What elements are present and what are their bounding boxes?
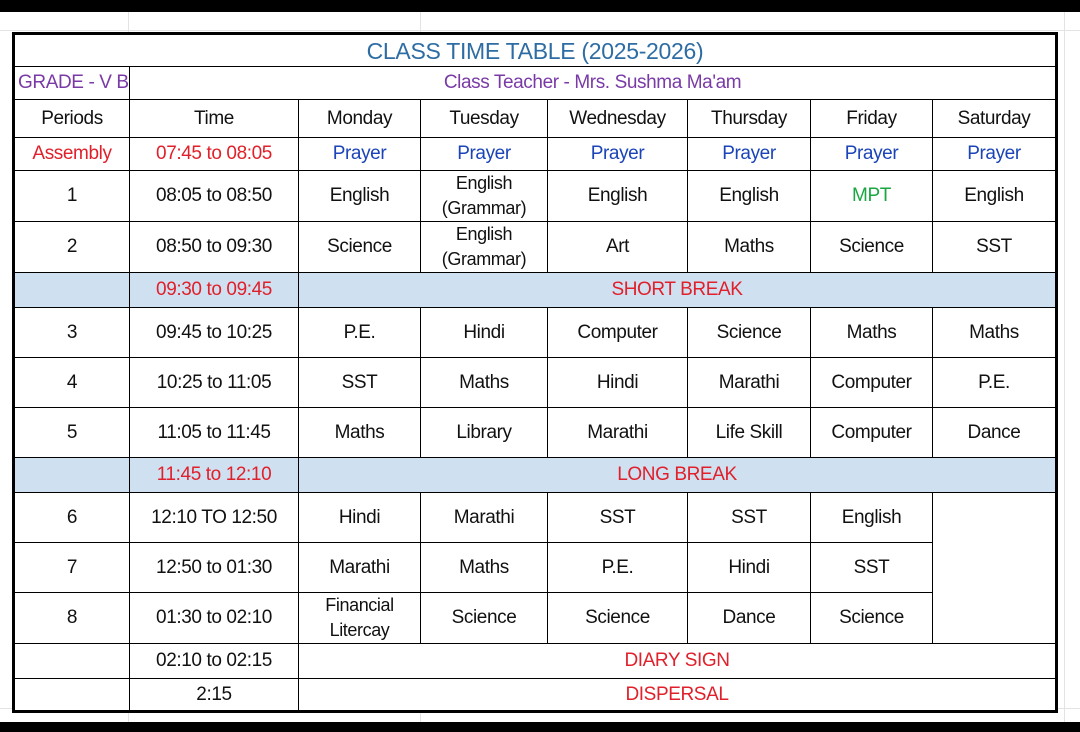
period-number: 1 bbox=[14, 171, 130, 222]
subject-cell: P.E. bbox=[933, 358, 1057, 408]
header-cell: Saturday bbox=[933, 100, 1057, 138]
page-title: CLASS TIME TABLE (2025-2026) bbox=[14, 34, 1057, 67]
assembly-label: Assembly bbox=[14, 138, 130, 171]
period-number: 8 bbox=[14, 593, 130, 644]
long-break-time: 11:45 to 12:10 bbox=[130, 458, 299, 493]
subject-cell: Maths bbox=[421, 543, 548, 593]
subject-cell: English (Grammar) bbox=[421, 222, 548, 273]
subject-cell: Maths bbox=[299, 408, 421, 458]
prayer-cell: Prayer bbox=[548, 138, 688, 171]
subject-cell: P.E. bbox=[548, 543, 688, 593]
subject-cell: Maths bbox=[421, 358, 548, 408]
subject-cell: Maths bbox=[811, 308, 933, 358]
subject-cell: English bbox=[299, 171, 421, 222]
dispersal-row bbox=[14, 679, 1057, 712]
diary-time: 02:10 to 02:15 bbox=[130, 644, 299, 679]
diary-row bbox=[14, 644, 1057, 679]
subject-cell: Computer bbox=[811, 408, 933, 458]
period-time: 01:30 to 02:10 bbox=[130, 593, 299, 644]
period-number: 5 bbox=[14, 408, 130, 458]
subject-cell: Science bbox=[688, 308, 811, 358]
subject-cell: Maths bbox=[688, 222, 811, 273]
period-time: 09:45 to 10:25 bbox=[130, 308, 299, 358]
subject-cell: MPT bbox=[811, 171, 933, 222]
period-row bbox=[14, 222, 1057, 273]
assembly-time: 07:45 to 08:05 bbox=[130, 138, 299, 171]
prayer-cell: Prayer bbox=[688, 138, 811, 171]
subject-cell: Dance bbox=[688, 593, 811, 644]
period-time: 08:05 to 08:50 bbox=[130, 171, 299, 222]
subject-cell: English bbox=[933, 171, 1057, 222]
subject-cell: Marathi bbox=[421, 493, 548, 543]
empty-cell bbox=[933, 543, 1057, 593]
subject-cell: SST bbox=[933, 222, 1057, 273]
period-time: 12:10 TO 12:50 bbox=[130, 493, 299, 543]
subject-cell: Science bbox=[811, 593, 933, 644]
subject-cell: SST bbox=[548, 493, 688, 543]
period-number: 3 bbox=[14, 308, 130, 358]
subject-cell: English bbox=[811, 493, 933, 543]
subject-cell: Maths bbox=[933, 308, 1057, 358]
subject-cell: SST bbox=[299, 358, 421, 408]
subject-cell: Life Skill bbox=[688, 408, 811, 458]
period-time: 10:25 to 11:05 bbox=[130, 358, 299, 408]
subject-cell: SST bbox=[811, 543, 933, 593]
grade-label: GRADE - V B bbox=[14, 67, 130, 100]
header-cell: Tuesday bbox=[421, 100, 548, 138]
period-time: 12:50 to 01:30 bbox=[130, 543, 299, 593]
assembly-row bbox=[14, 138, 1057, 171]
subject-cell: SST bbox=[688, 493, 811, 543]
diary-label: DIARY SIGN bbox=[299, 644, 1057, 679]
subject-cell: English (Grammar) bbox=[421, 171, 548, 222]
period-number: 6 bbox=[14, 493, 130, 543]
subject-cell: Hindi bbox=[688, 543, 811, 593]
prayer-cell: Prayer bbox=[933, 138, 1057, 171]
subject-cell: Marathi bbox=[299, 543, 421, 593]
empty-cell bbox=[933, 593, 1057, 644]
period-row bbox=[14, 308, 1057, 358]
period-number: 2 bbox=[14, 222, 130, 273]
header-cell: Periods bbox=[14, 100, 130, 138]
header-cell: Thursday bbox=[688, 100, 811, 138]
period-row bbox=[14, 171, 1057, 222]
subject-cell: Computer bbox=[811, 358, 933, 408]
subject-cell: English bbox=[548, 171, 688, 222]
dispersal-label: DISPERSAL bbox=[299, 679, 1057, 712]
dispersal-time: 2:15 bbox=[130, 679, 299, 712]
header-cell: Time bbox=[130, 100, 299, 138]
subject-cell: Hindi bbox=[299, 493, 421, 543]
subject-cell: Financial Litercay bbox=[299, 593, 421, 644]
short-break-label: SHORT BREAK bbox=[299, 273, 1057, 308]
header-cell: Monday bbox=[299, 100, 421, 138]
period-time: 08:50 to 09:30 bbox=[130, 222, 299, 273]
subject-cell: Science bbox=[548, 593, 688, 644]
subject-cell: P.E. bbox=[299, 308, 421, 358]
period-row bbox=[14, 543, 1057, 593]
period-row bbox=[14, 358, 1057, 408]
period-row bbox=[14, 593, 1057, 644]
subject-cell: Art bbox=[548, 222, 688, 273]
subject-cell: Hindi bbox=[421, 308, 548, 358]
spreadsheet-background bbox=[0, 12, 1080, 722]
subject-cell: Dance bbox=[933, 408, 1057, 458]
empty-cell bbox=[933, 493, 1057, 543]
long-break-row bbox=[14, 458, 1057, 493]
header-cell: Friday bbox=[811, 100, 933, 138]
subject-cell: Science bbox=[421, 593, 548, 644]
short-break-row bbox=[14, 273, 1057, 308]
header-cell: Wednesday bbox=[548, 100, 688, 138]
period-row bbox=[14, 408, 1057, 458]
subject-cell: Hindi bbox=[548, 358, 688, 408]
period-time: 11:05 to 11:45 bbox=[130, 408, 299, 458]
header-row bbox=[14, 100, 1057, 138]
period-number: 7 bbox=[14, 543, 130, 593]
period-number: 4 bbox=[14, 358, 130, 408]
long-break-label: LONG BREAK bbox=[299, 458, 1057, 493]
subject-cell: Science bbox=[299, 222, 421, 273]
period-row bbox=[14, 493, 1057, 543]
subject-cell: Marathi bbox=[688, 358, 811, 408]
subject-cell: Marathi bbox=[548, 408, 688, 458]
subject-cell: Library bbox=[421, 408, 548, 458]
class-teacher: Class Teacher - Mrs. Sushma Ma'am bbox=[130, 67, 1057, 100]
prayer-cell: Prayer bbox=[299, 138, 421, 171]
subject-cell: Science bbox=[811, 222, 933, 273]
timetable bbox=[12, 32, 1058, 713]
subject-cell: Computer bbox=[548, 308, 688, 358]
short-break-time: 09:30 to 09:45 bbox=[130, 273, 299, 308]
prayer-cell: Prayer bbox=[811, 138, 933, 171]
prayer-cell: Prayer bbox=[421, 138, 548, 171]
subject-cell: English bbox=[688, 171, 811, 222]
